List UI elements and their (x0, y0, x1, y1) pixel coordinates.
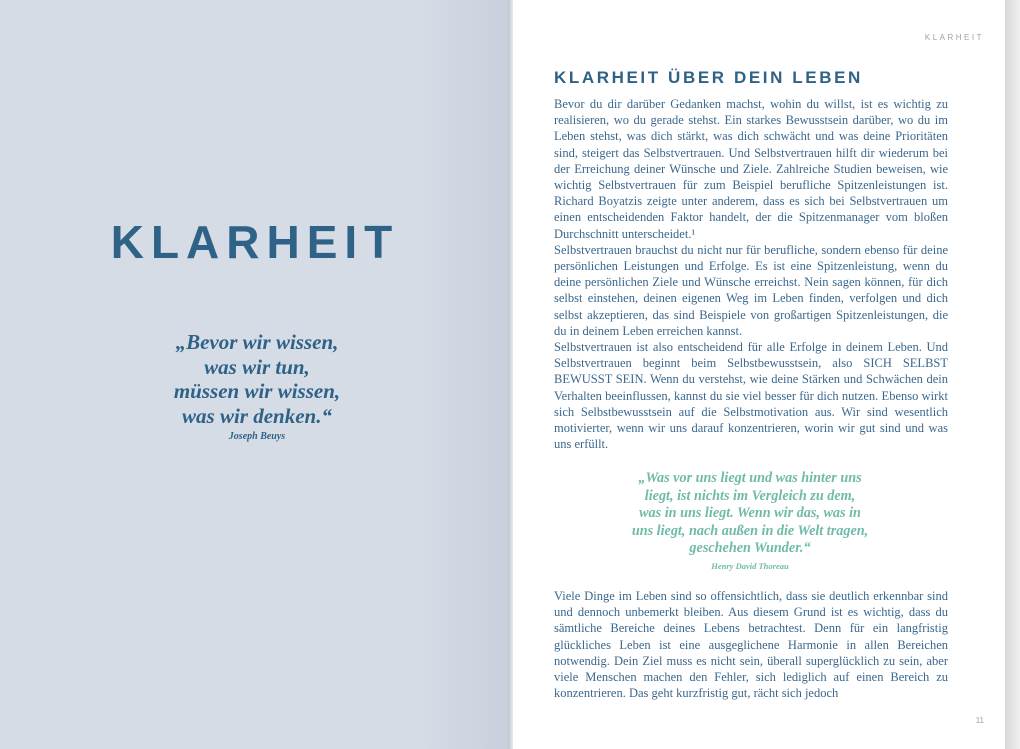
quote-line: was wir denken.“ (182, 403, 332, 428)
quote-author: Joseph Beuys (228, 431, 286, 442)
quote-line: was in uns liegt. Wenn wir das, was in (639, 505, 861, 522)
quote-line: liegt, ist nichts im Vergleich zu dem, (644, 487, 856, 504)
pull-quote (560, 470, 940, 572)
epigraph-quote (142, 330, 372, 445)
paragraph: Viele Dinge im Leben sind so offensichtlich, dass sie deutlich erkennbar sind und dennoch unbemerkt bleiben. Aus diesem Grund ist es wichtig, dass du sämtliche Bereiche deines Lebens betrachtest. Denn für ein langfristig glückliches Leben ist eine ausgeglichene Harmonie in allen Bereichen notwendig. Dein Ziel muss es nicht sein, überall superglücklich zu sein, aber viele Menschen machen den Fehler, sich lediglich auf einen Bereich zu konzentrieren. Das geht kurzfristig gut, rächt sich jedoch (554, 589, 948, 701)
paragraph: Bevor du dir darüber Gedanken machst, wohin du willst, ist es wichtig zu realisieren, wo du gerade stehst. Ein starkes Bewusstsein darüber, wo du im Leben stehst, was dich stärkt, was dich schwächt und was deine Prioritäten sind, steigert das Selbstvertrauen. Und Selbstvertrauen hilft dir wiederum bei der Erreichung deiner Wünsche und Ziele. Zahlreiche Studien beweisen, wie wichtig Selbstvertrauen für zum Beispiel berufliche Spitzenleistungen ist. Richard Boyatzis zeigte unter anderem, dass es sich bei Selbstvertrauen um einen entscheidenden Faktor handelt, der die Spitzenmanager vom bloßen Durchschnitt unterscheidet.¹ (554, 97, 948, 241)
chapter-title: KLARHEIT (110, 216, 400, 268)
body-text (554, 96, 948, 452)
page-number: 11 (975, 716, 984, 725)
quote-line: „Bevor wir wissen, (175, 330, 339, 354)
quote-line: was wir tun, (204, 354, 310, 379)
paragraph: Selbstvertrauen brauchst du nicht nur für berufliche, sondern ebenso für deine persönlichen Leistungen und Erfolge. Es ist eine Spitzenleistung, wenn du deine persönlichen Ziele und Wünsche erreichst. Nein sagen können, für dich selbst einstehen, deinen eigenen Weg im Leben finden, verfolgen und dich selbst akzeptieren, das sind Beispiele von großartigen Spitzenleistungen, die du in deinem Leben erreichen kannst. (554, 242, 948, 338)
body-text-continued (554, 588, 948, 701)
running-head: KLARHEIT (924, 33, 984, 42)
page-edge (1005, 0, 1020, 749)
section-title: KLARHEIT ÜBER DEIN LEBEN (554, 68, 863, 87)
quote-line: „Was vor uns liegt und was hinter uns (638, 470, 862, 486)
quote-line: müssen wir wissen, (173, 379, 341, 403)
quote-author: Henry David Thoreau (711, 560, 789, 571)
quote-line: geschehen Wunder.“ (689, 540, 811, 557)
paragraph: Selbstvertrauen ist also entscheidend für alle Erfolge in deinem Leben. Und Selbstvertrauen beginnt beim Selbstbewusstsein, also SICH SELBST BEWUSST SEIN. Wenn du verstehst, wie deine Stärken und Schwächen dein Verhalten beeinflussen, kannst du sie viel besser für dich nutzen. Ebenso wirkt sich Selbstbewusstsein auf die Selbstmotivation aus. Wir sind wesentlich motivierter, wenn wir uns darauf konzentrieren, worin wir gut sind und was uns erfüllt. (554, 340, 948, 452)
quote-line: uns liegt, nach außen in die Welt tragen, (631, 522, 869, 539)
